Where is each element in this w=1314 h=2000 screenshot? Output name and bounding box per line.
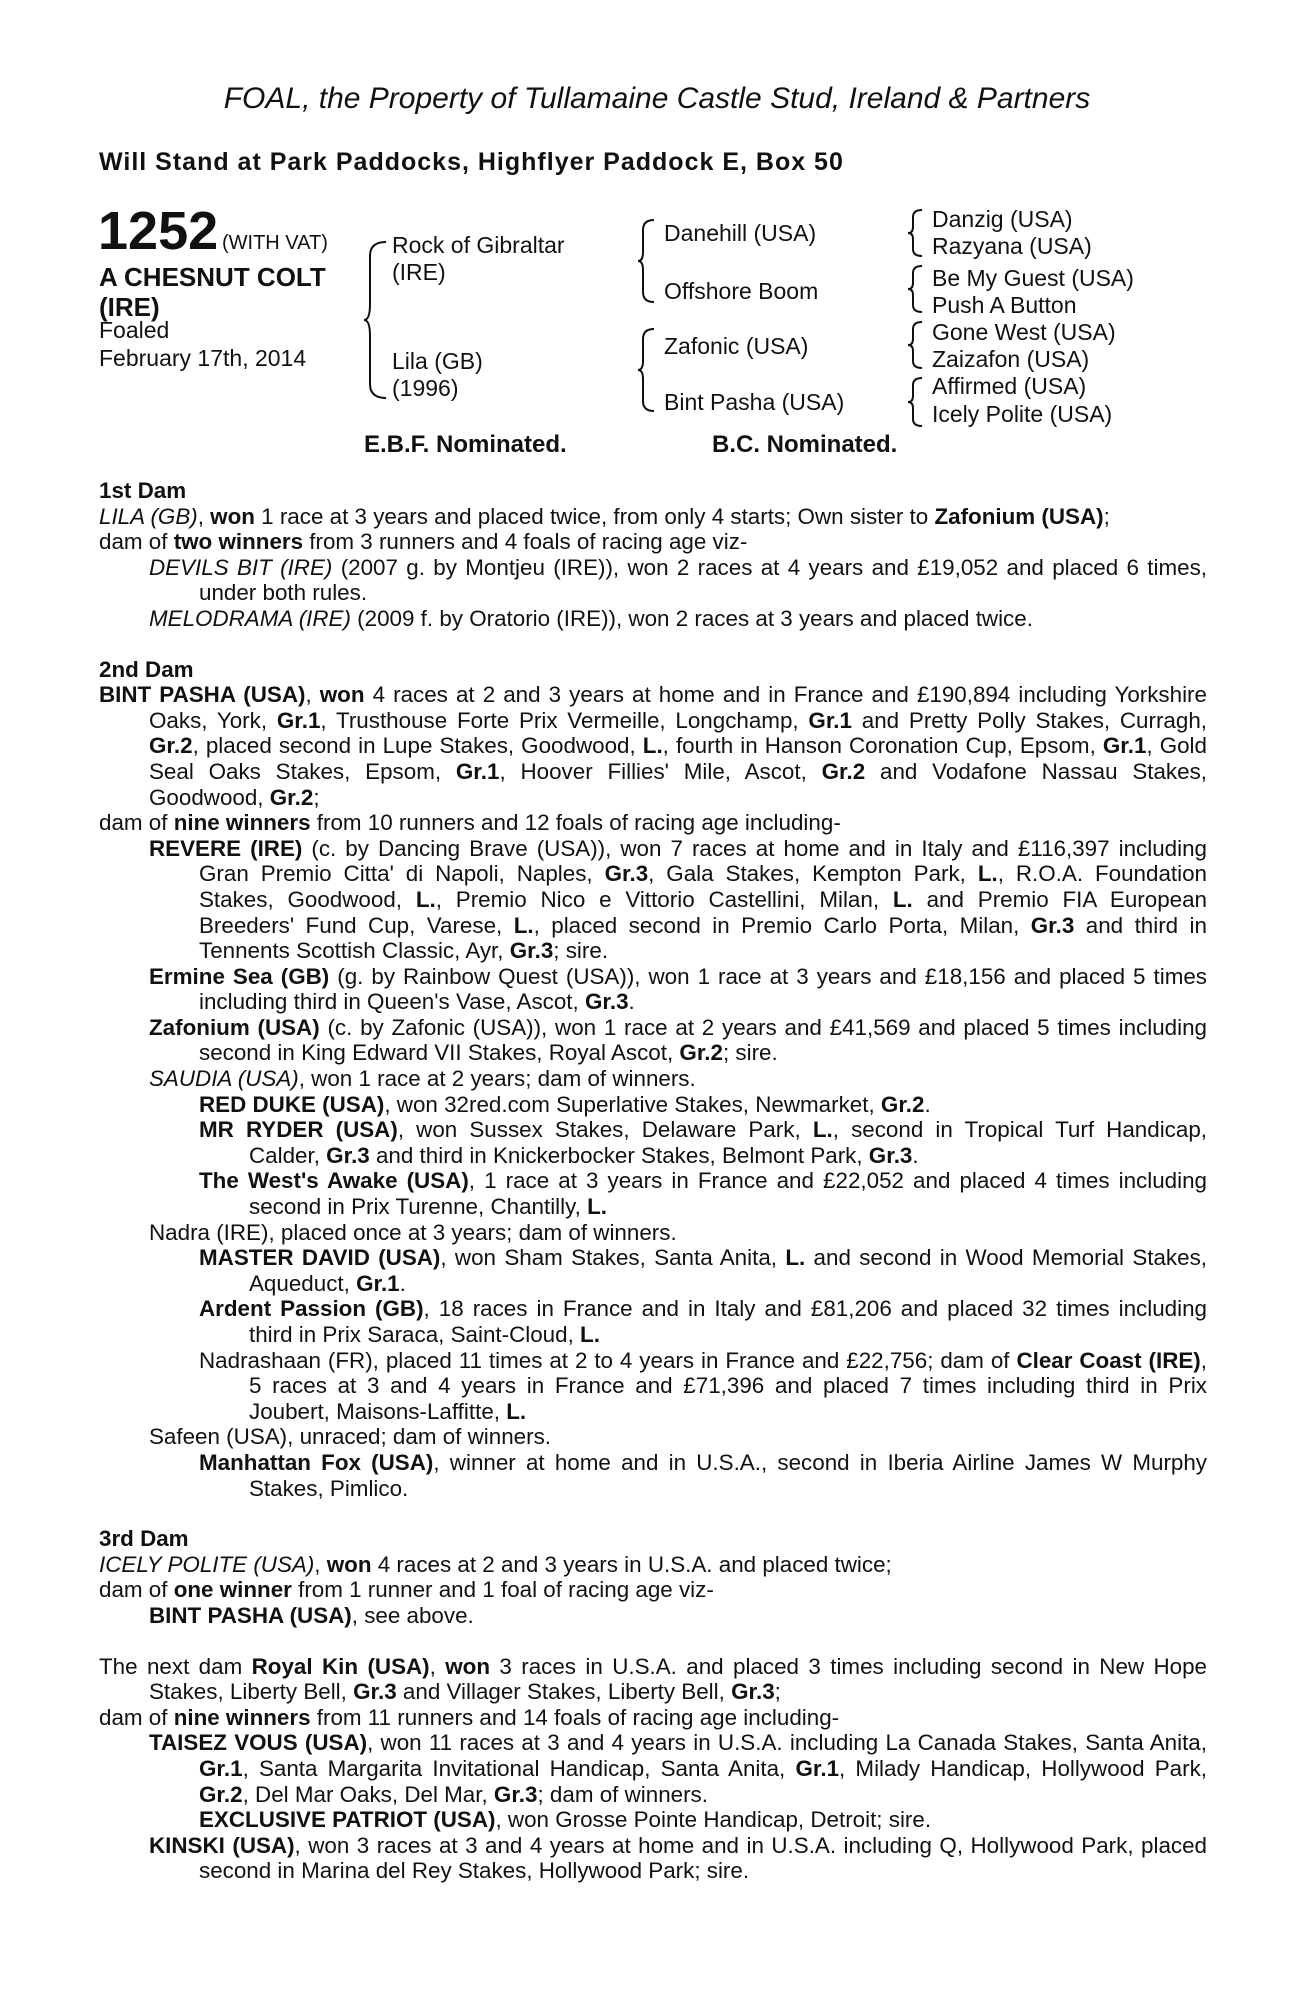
dam-year: (1996): [392, 375, 459, 401]
text-run: and Villager Stakes, Liberty Bell,: [396, 1679, 732, 1705]
first-dam-produce-item: [99, 606, 1207, 632]
bold-text-run: Gr.1: [276, 707, 321, 733]
bold-text-run: one winner: [173, 1577, 292, 1603]
bold-text-run: L.: [415, 886, 436, 912]
third-dam-heading: 3rd Dam: [99, 1526, 189, 1552]
bold-text-run: won: [210, 503, 255, 529]
first-dam-record: [99, 504, 1207, 530]
text-run: 4 races at 2 and 3 years at home and in France and £190,894 including Yorkshire Oaks, York,: [149, 682, 1207, 733]
text-run: , 18 races in France and in Italy and £81,206 and placed 32 times including third in Prix Saraca, Saint-Cloud,: [249, 1296, 1207, 1347]
text-run: and second in Wood Memorial Stakes, Aqueduct,: [249, 1245, 1207, 1296]
bold-text-run: Zafonium (USA): [934, 503, 1104, 529]
text-run: , Del Mar Oaks, Del Mar,: [242, 1781, 494, 1807]
bold-text-run: L.: [892, 886, 913, 912]
bold-text-run: Manhattan Fox (USA): [199, 1449, 434, 1475]
bold-text-run: Royal Kin (USA): [251, 1653, 430, 1679]
bold-text-run: BINT PASHA (USA): [99, 682, 306, 708]
text-run: ;: [313, 784, 320, 810]
bold-text-run: L.: [587, 1194, 608, 1220]
pedigree-gen3-7: Affirmed (USA): [932, 373, 1087, 399]
bold-text-run: Gr.3: [1030, 912, 1075, 938]
bold-text-run: won: [326, 1551, 372, 1577]
bold-text-run: MASTER DAVID (USA): [199, 1245, 441, 1271]
bold-text-run: L.: [580, 1322, 600, 1347]
bold-text-run: Gr.3: [353, 1679, 397, 1705]
second-dam-grand-produce: [99, 1450, 1207, 1501]
text-run: , won Grosse Pointe Handicap, Detroit; sire.: [495, 1807, 932, 1833]
text-run: , won 32red.com Superlative Stakes, Newmarket,: [384, 1091, 881, 1117]
bold-text-run: Gr.3: [326, 1142, 370, 1168]
bold-text-run: REVERE (IRE): [149, 835, 303, 861]
bold-text-run: RED DUKE (USA): [199, 1091, 385, 1117]
text-run: dam of: [99, 1704, 174, 1730]
pedigree-dam-dam: Bint Pasha (USA): [664, 389, 845, 415]
text-run: , Hoover Fillies' Mile, Ascot,: [499, 758, 822, 784]
second-dam-produce-item: [99, 1066, 1207, 1092]
bold-text-run: Gr.3: [509, 938, 554, 964]
second-dam-grand-produce: [99, 1348, 1207, 1425]
bold-text-run: Gr.3: [584, 989, 629, 1015]
text-run: ;: [774, 1679, 781, 1705]
next-dam-grand-produce: [99, 1807, 1207, 1833]
bold-text-run: L.: [513, 912, 534, 938]
bold-text-run: L.: [642, 733, 663, 759]
bold-text-run: TAISEZ VOUS (USA): [149, 1730, 368, 1756]
pedigree-sire-dam: Offshore Boom: [664, 278, 819, 304]
text-run: (c. by Zafonic (USA)), won 1 race at 2 years and £41,569 and placed 5 times including second in King Edward VII Stakes, Royal Ascot,: [199, 1014, 1207, 1066]
text-run: and Vodafone Nassau Stakes, Goodwood,: [149, 758, 1207, 810]
text-run: Nadra (IRE), placed once at 3 years; dam of winners.: [149, 1219, 677, 1245]
text-run: , winner at home and in U.S.A., second in Iberia Airline James W Murphy Stakes, Pimlico.: [249, 1449, 1208, 1501]
sire-origin: (IRE): [392, 259, 446, 285]
bold-text-run: nine winners: [173, 1704, 311, 1730]
bold-text-run: nine winners: [173, 810, 311, 836]
text-run: , Trusthouse Forte Prix Vermeille, Longchamp,: [320, 707, 809, 733]
second-dam-produce-item: [99, 836, 1207, 964]
second-dam-produce-item: [99, 1015, 1207, 1066]
first-dam-heading: 1st Dam: [99, 478, 187, 503]
text-run: , won 11 races at 3 and 4 years in U.S.A. including La Canada Stakes, Santa Anita,: [367, 1730, 1207, 1756]
bold-text-run: Gr.3: [493, 1781, 538, 1807]
text-run: , Premio Nico e Vittorio Castellini, Milan,: [435, 886, 893, 912]
foaled-label: Foaled: [99, 317, 170, 343]
text-run: , see above.: [351, 1602, 474, 1628]
dam-name: Lila (GB): [392, 348, 483, 374]
bold-text-run: Gr.1: [1102, 733, 1147, 759]
text-run: Safeen (USA), unraced; dam of winners.: [149, 1424, 551, 1450]
text-run: ,: [305, 682, 320, 708]
text-run: , won 1 race at 2 years; dam of winners.: [298, 1066, 696, 1092]
bold-text-run: Ardent Passion (GB): [199, 1296, 424, 1322]
text-run: The next dam: [99, 1653, 252, 1679]
bold-text-run: Gr.2: [821, 758, 866, 784]
second-dam-grand-produce: [99, 1092, 1207, 1118]
third-dam-record: [99, 1552, 1207, 1578]
text-run: .: [924, 1091, 931, 1117]
text-run: , placed second in Premio Carlo Porta, Milan,: [533, 912, 1031, 938]
bold-text-run: won: [319, 682, 365, 708]
text-run: , second in Tropical Turf Handicap, Calder,: [249, 1117, 1207, 1168]
text-run: ,: [197, 503, 211, 529]
bold-text-run: two winners: [173, 529, 304, 555]
text-run: ; sire.: [553, 938, 609, 964]
bold-text-run: Gr.2: [199, 1781, 243, 1807]
pedigree-sire: [392, 232, 565, 286]
text-run: and Pretty Polly Stakes, Curragh,: [851, 707, 1207, 733]
first-dam-produce-summary: [99, 529, 1207, 555]
foaled-date: February 17th, 2014: [99, 345, 307, 371]
text-run: (g. by Rainbow Quest (USA)), won 1 race at 3 years and £18,156 and placed 5 times including third in Queen's Vase, Ascot,: [199, 963, 1207, 1015]
text-run: 1 race at 3 years and placed twice, from only 4 starts; Own sister to: [254, 503, 935, 529]
text-run: .: [912, 1142, 919, 1168]
bold-text-run: Gr.2: [679, 1040, 723, 1066]
italic-text-run: MELODRAMA (IRE): [149, 605, 351, 631]
lot-number: 1252: [98, 201, 219, 261]
first-dam-produce-item: [99, 555, 1207, 606]
bold-text-run: won: [445, 1653, 491, 1679]
second-dam-grand-produce: [99, 1296, 1207, 1347]
text-run: , Milady Handicap, Hollywood Park,: [839, 1755, 1207, 1781]
next-dam-record: [99, 1654, 1207, 1705]
text-run: , placed second in Lupe Stakes, Goodwood,: [192, 733, 643, 759]
text-run: from 3 runners and 4 foals of racing age viz-: [303, 529, 748, 555]
pedigree-gen3-5: Gone West (USA): [932, 319, 1116, 345]
pedigree-brace-g3: [906, 320, 926, 370]
bold-text-run: L.: [812, 1117, 833, 1143]
text-run: , won 3 races at 3 and 4 years at home and in U.S.A. including Q, Hollywood Park, placed second in Marina del Rey Stakes, Hollywood Park; sire.: [199, 1832, 1207, 1884]
pedigree-gen3-1: Danzig (USA): [932, 206, 1073, 232]
second-dam-produce-item: [99, 1220, 1207, 1246]
pedigree-brace-main: [362, 240, 392, 400]
second-dam-grand-produce: [99, 1117, 1207, 1168]
bold-text-run: Gr.3: [731, 1679, 775, 1705]
bold-text-run: EXCLUSIVE PATRIOT (USA): [199, 1807, 496, 1833]
bold-text-run: MR RYDER (USA): [199, 1117, 398, 1143]
bold-text-run: BINT PASHA (USA): [149, 1602, 352, 1628]
text-run: (2007 g. by Montjeu (IRE)), won 2 races at 4 years and £19,052 and placed 6 times, under both rules.: [199, 554, 1207, 606]
next-dam-produce-summary: [99, 1705, 1207, 1731]
italic-text-run: SAUDIA (USA): [149, 1066, 299, 1092]
text-run: , Gala Stakes, Kempton Park,: [648, 861, 978, 887]
second-dam-heading: 2nd Dam: [99, 656, 194, 682]
pedigree-gen3-6: Zaizafon (USA): [932, 346, 1090, 372]
lot-description: A CHESNUT COLT (IRE): [99, 262, 326, 322]
text-run: Nadrashaan (FR), placed 11 times at 2 to 4 years in France and £22,756; dam of: [199, 1347, 1017, 1373]
bold-text-run: Gr.1: [356, 1270, 400, 1296]
bold-text-run: Gr.1: [455, 758, 500, 784]
text-run: .: [628, 989, 635, 1015]
ebf-nominated: E.B.F. Nominated.: [364, 431, 567, 458]
pedigree-brace-g1: [906, 208, 926, 258]
text-run: .: [399, 1270, 406, 1296]
text-run: , Santa Margarita Invitational Handicap, Santa Anita,: [242, 1755, 796, 1781]
third-dam-produce-summary: [99, 1577, 1207, 1603]
bold-text-run: Gr.1: [795, 1755, 840, 1781]
text-run: and third in Knickerbocker Stakes, Belmont Park,: [369, 1142, 869, 1168]
bold-text-run: Gr.2: [149, 733, 193, 759]
text-run: , won Sham Stakes, Santa Anita,: [440, 1245, 786, 1271]
second-dam-produce-item: [99, 964, 1207, 1015]
text-run: 4 races at 2 and 3 years in U.S.A. and placed twice;: [371, 1551, 892, 1577]
pedigree-gen3-2: Razyana (USA): [932, 233, 1092, 259]
text-run: , fourth in Hanson Coronation Cup, Epsom,: [662, 733, 1103, 759]
text-run: (c. by Dancing Brave (USA)), won 7 races at home and in Italy and £116,397 including Gran Premio Citta' di Napoli, Naples,: [199, 835, 1207, 887]
text-run: dam of: [99, 529, 174, 555]
text-run: dam of: [99, 810, 174, 836]
vat-note: (WITH VAT): [222, 232, 328, 254]
bold-text-run: Gr.1: [199, 1755, 243, 1781]
bold-text-run: Gr.2: [880, 1091, 925, 1117]
text-run: , Gold Seal Oaks Stakes, Epsom,: [149, 733, 1207, 784]
text-run: ,: [429, 1653, 446, 1679]
bold-text-run: Gr.1: [808, 707, 852, 733]
pedigree-notes: [99, 478, 1207, 1884]
pedigree-gen3-4: Push A Button: [932, 292, 1077, 318]
bc-nominated: B.C. Nominated.: [712, 431, 898, 458]
pedigree-brace-dam: [636, 327, 658, 413]
next-dam-produce-item: [99, 1833, 1207, 1884]
text-run: , 5 races at 3 and 4 years in France and £71,396 and placed 7 times including third in Prix Joubert, Maisons-Laffitte,: [249, 1347, 1207, 1424]
pedigree-dam-sire: Zafonic (USA): [664, 333, 809, 359]
text-run: , 1 race at 3 years in France and £22,052 and placed 4 times including second in Prix Turenne, Chantilly,: [249, 1168, 1208, 1220]
pedigree-brace-g4: [906, 376, 926, 428]
second-dam-record: [99, 682, 1207, 810]
second-dam-grand-produce: [99, 1168, 1207, 1219]
pedigree-brace-g2: [906, 264, 926, 314]
italic-text-run: DEVILS BIT (IRE): [149, 554, 333, 580]
text-run: from 10 runners and 12 foals of racing age including-: [310, 810, 841, 836]
sire-name: Rock of Gibraltar: [392, 232, 565, 258]
third-dam-produce-item: [99, 1603, 1207, 1629]
italic-text-run: LILA (GB): [99, 503, 198, 529]
italic-text-run: ICELY POLITE (USA): [99, 1551, 315, 1577]
bold-text-run: Ermine Sea (GB): [149, 963, 330, 989]
text-run: ,: [314, 1551, 327, 1577]
bold-text-run: Zafonium (USA): [149, 1014, 320, 1040]
bold-text-run: The West's Awake (USA): [199, 1168, 469, 1194]
bold-text-run: Clear Coast (IRE): [1016, 1347, 1201, 1373]
bold-text-run: L.: [506, 1398, 527, 1424]
next-dam-produce-item: [99, 1730, 1207, 1807]
text-run: from 11 runners and 14 foals of racing age including-: [310, 1704, 840, 1730]
page-title: FOAL, the Property of Tullamaine Castle Stud, Ireland & Partners: [223, 82, 1091, 115]
pedigree-brace-sire: [636, 218, 658, 304]
text-run: from 1 runner and 1 foal of racing age viz-: [291, 1577, 714, 1603]
text-run: , R.O.A. Foundation Stakes, Goodwood,: [199, 861, 1207, 912]
bold-text-run: Gr.3: [868, 1142, 913, 1168]
text-run: ; dam of winners.: [537, 1781, 708, 1807]
bold-text-run: Gr.2: [269, 784, 314, 810]
pedigree-dam: [392, 348, 483, 402]
pedigree-gen3-8: Icely Polite (USA): [932, 401, 1113, 427]
second-dam-grand-produce: [99, 1245, 1207, 1296]
text-run: and Premio FIA European Breeders' Fund Cup, Varese,: [199, 886, 1208, 938]
text-run: (2009 f. by Oratorio (IRE)), won 2 races at 3 years and placed twice.: [350, 605, 1033, 631]
stand-location: Will Stand at Park Paddocks, Highflyer Paddock E, Box 50: [99, 148, 844, 176]
second-dam-produce-item: [99, 1424, 1207, 1450]
text-run: 3 races in U.S.A. and placed 3 times including second in New Hope Stakes, Liberty Bell,: [149, 1653, 1207, 1705]
text-run: and third in Tennents Scottish Classic, Ayr,: [199, 912, 1207, 964]
text-run: dam of: [99, 1577, 174, 1603]
text-run: ; sire.: [722, 1040, 778, 1066]
bold-text-run: Gr.3: [604, 861, 649, 887]
text-run: , won Sussex Stakes, Delaware Park,: [397, 1117, 813, 1143]
bold-text-run: L.: [785, 1245, 806, 1271]
pedigree-gen3-3: Be My Guest (USA): [932, 265, 1134, 291]
bold-text-run: L.: [977, 861, 998, 887]
second-dam-produce-summary: [99, 810, 1207, 836]
text-run: ;: [1103, 503, 1110, 529]
bold-text-run: KINSKI (USA): [149, 1832, 295, 1858]
foaled-info: [99, 316, 306, 372]
pedigree-sire-sire: Danehill (USA): [664, 220, 817, 246]
